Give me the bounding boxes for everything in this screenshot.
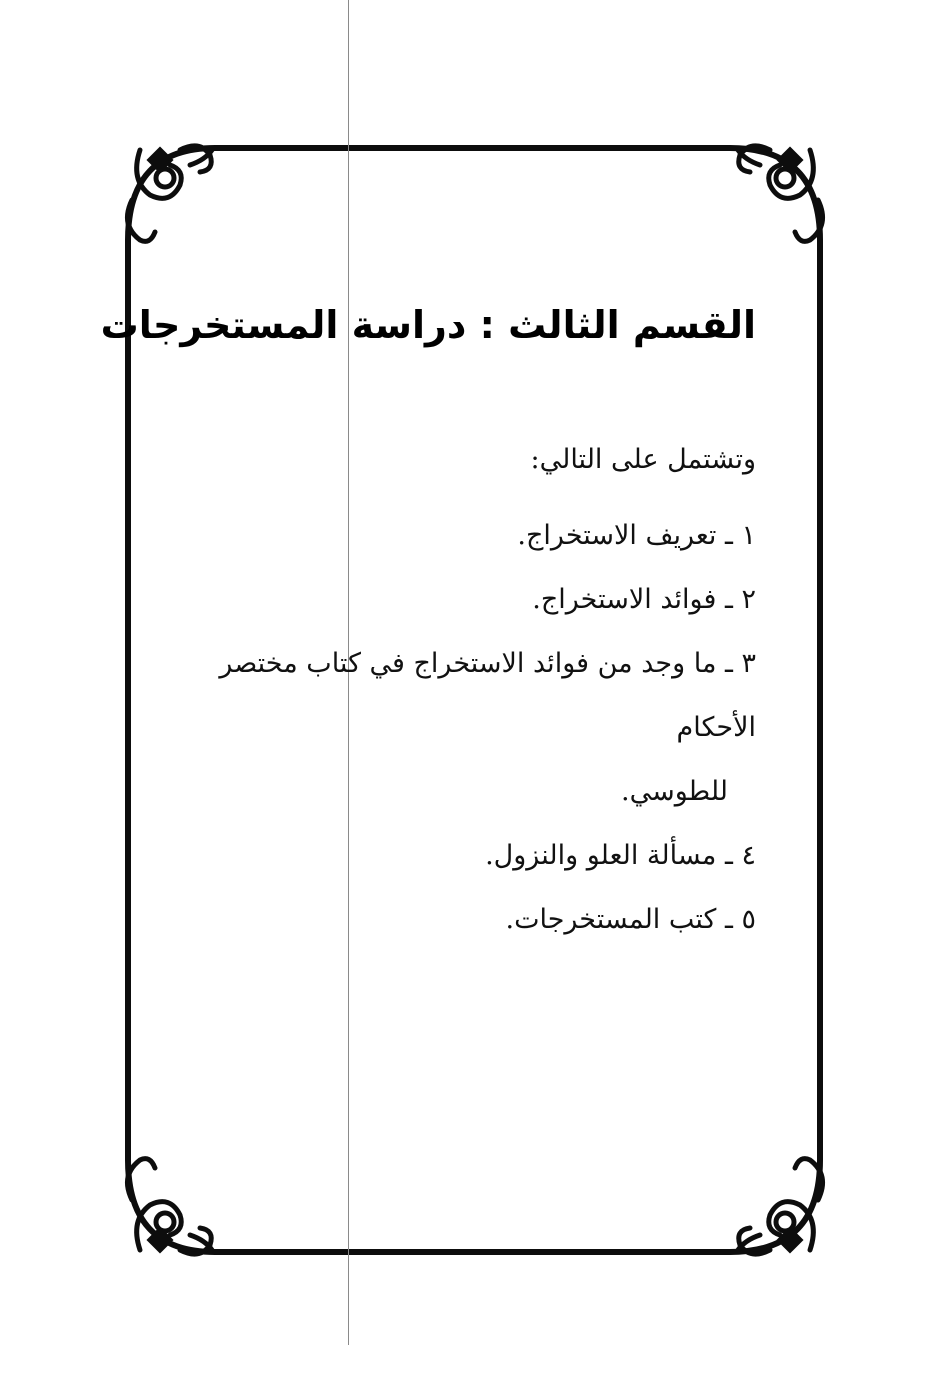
list-item xyxy=(180,888,756,952)
list-item-text: ٤ ـ مسألة العلو والنزول. xyxy=(485,840,756,871)
corner-ornament-bottom-left xyxy=(128,1159,213,1254)
list-item-text: ٥ ـ كتب المستخرجات. xyxy=(505,904,756,935)
section-title: القسم الثالث : دراسة المستخرجات xyxy=(100,303,756,347)
list-item xyxy=(180,504,756,568)
page-content xyxy=(100,290,756,952)
list-item-text: ١ ـ تعريف الاستخراج. xyxy=(517,520,756,551)
list-item-text: ٣ ـ ما وجد من فوائد الاستخراج في كتاب مختصر الأحكام xyxy=(219,648,756,743)
topics-list xyxy=(180,504,756,952)
corner-ornament-top-left xyxy=(128,146,213,241)
list-item xyxy=(180,568,756,632)
list-item xyxy=(180,824,756,888)
list-item-text: ٢ ـ فوائد الاستخراج. xyxy=(532,584,756,615)
intro-text: وتشتمل على التالي: xyxy=(530,444,756,475)
list-item-continuation: للطوسي. xyxy=(621,776,728,807)
list-item xyxy=(180,632,756,824)
